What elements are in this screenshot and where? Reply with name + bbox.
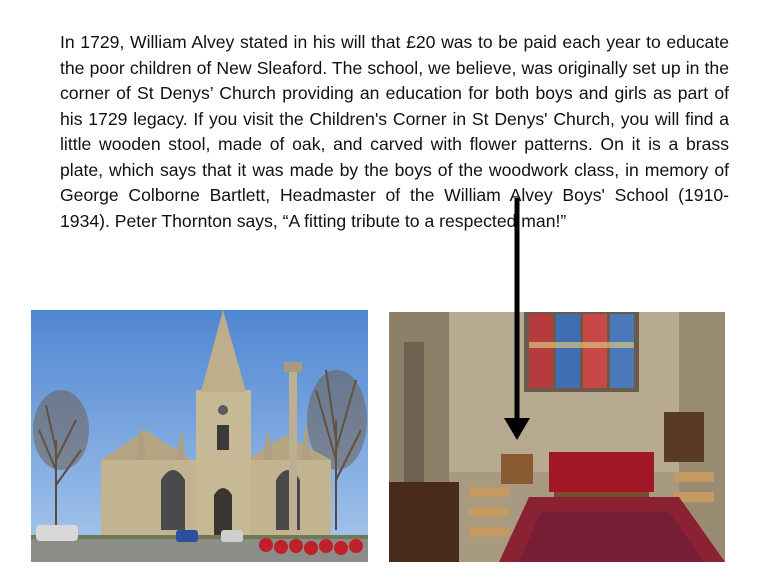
intro-paragraph: In 1729, William Alvey stated in his will that £20 was to be paid each year to educate the poor children of New Sleaford. The school, we believe, was originally set up in the corner of St Denys’ Church providing an education for both boys and girls as part of his 1729 legacy. If you visit the Children's Corner in St Denys' Church, you will find a little wooden stool, made of oak, and carved with flower patterns. On it is a brass plate, which says that it was made by the boys of the woodwork class, in memory of George Colborne Bartlett, Headmaster of the William Alvey Boys' School (1910-1934). Peter Thornton says, “A fitting tribute to a respected man!” xyxy=(60,32,729,231)
